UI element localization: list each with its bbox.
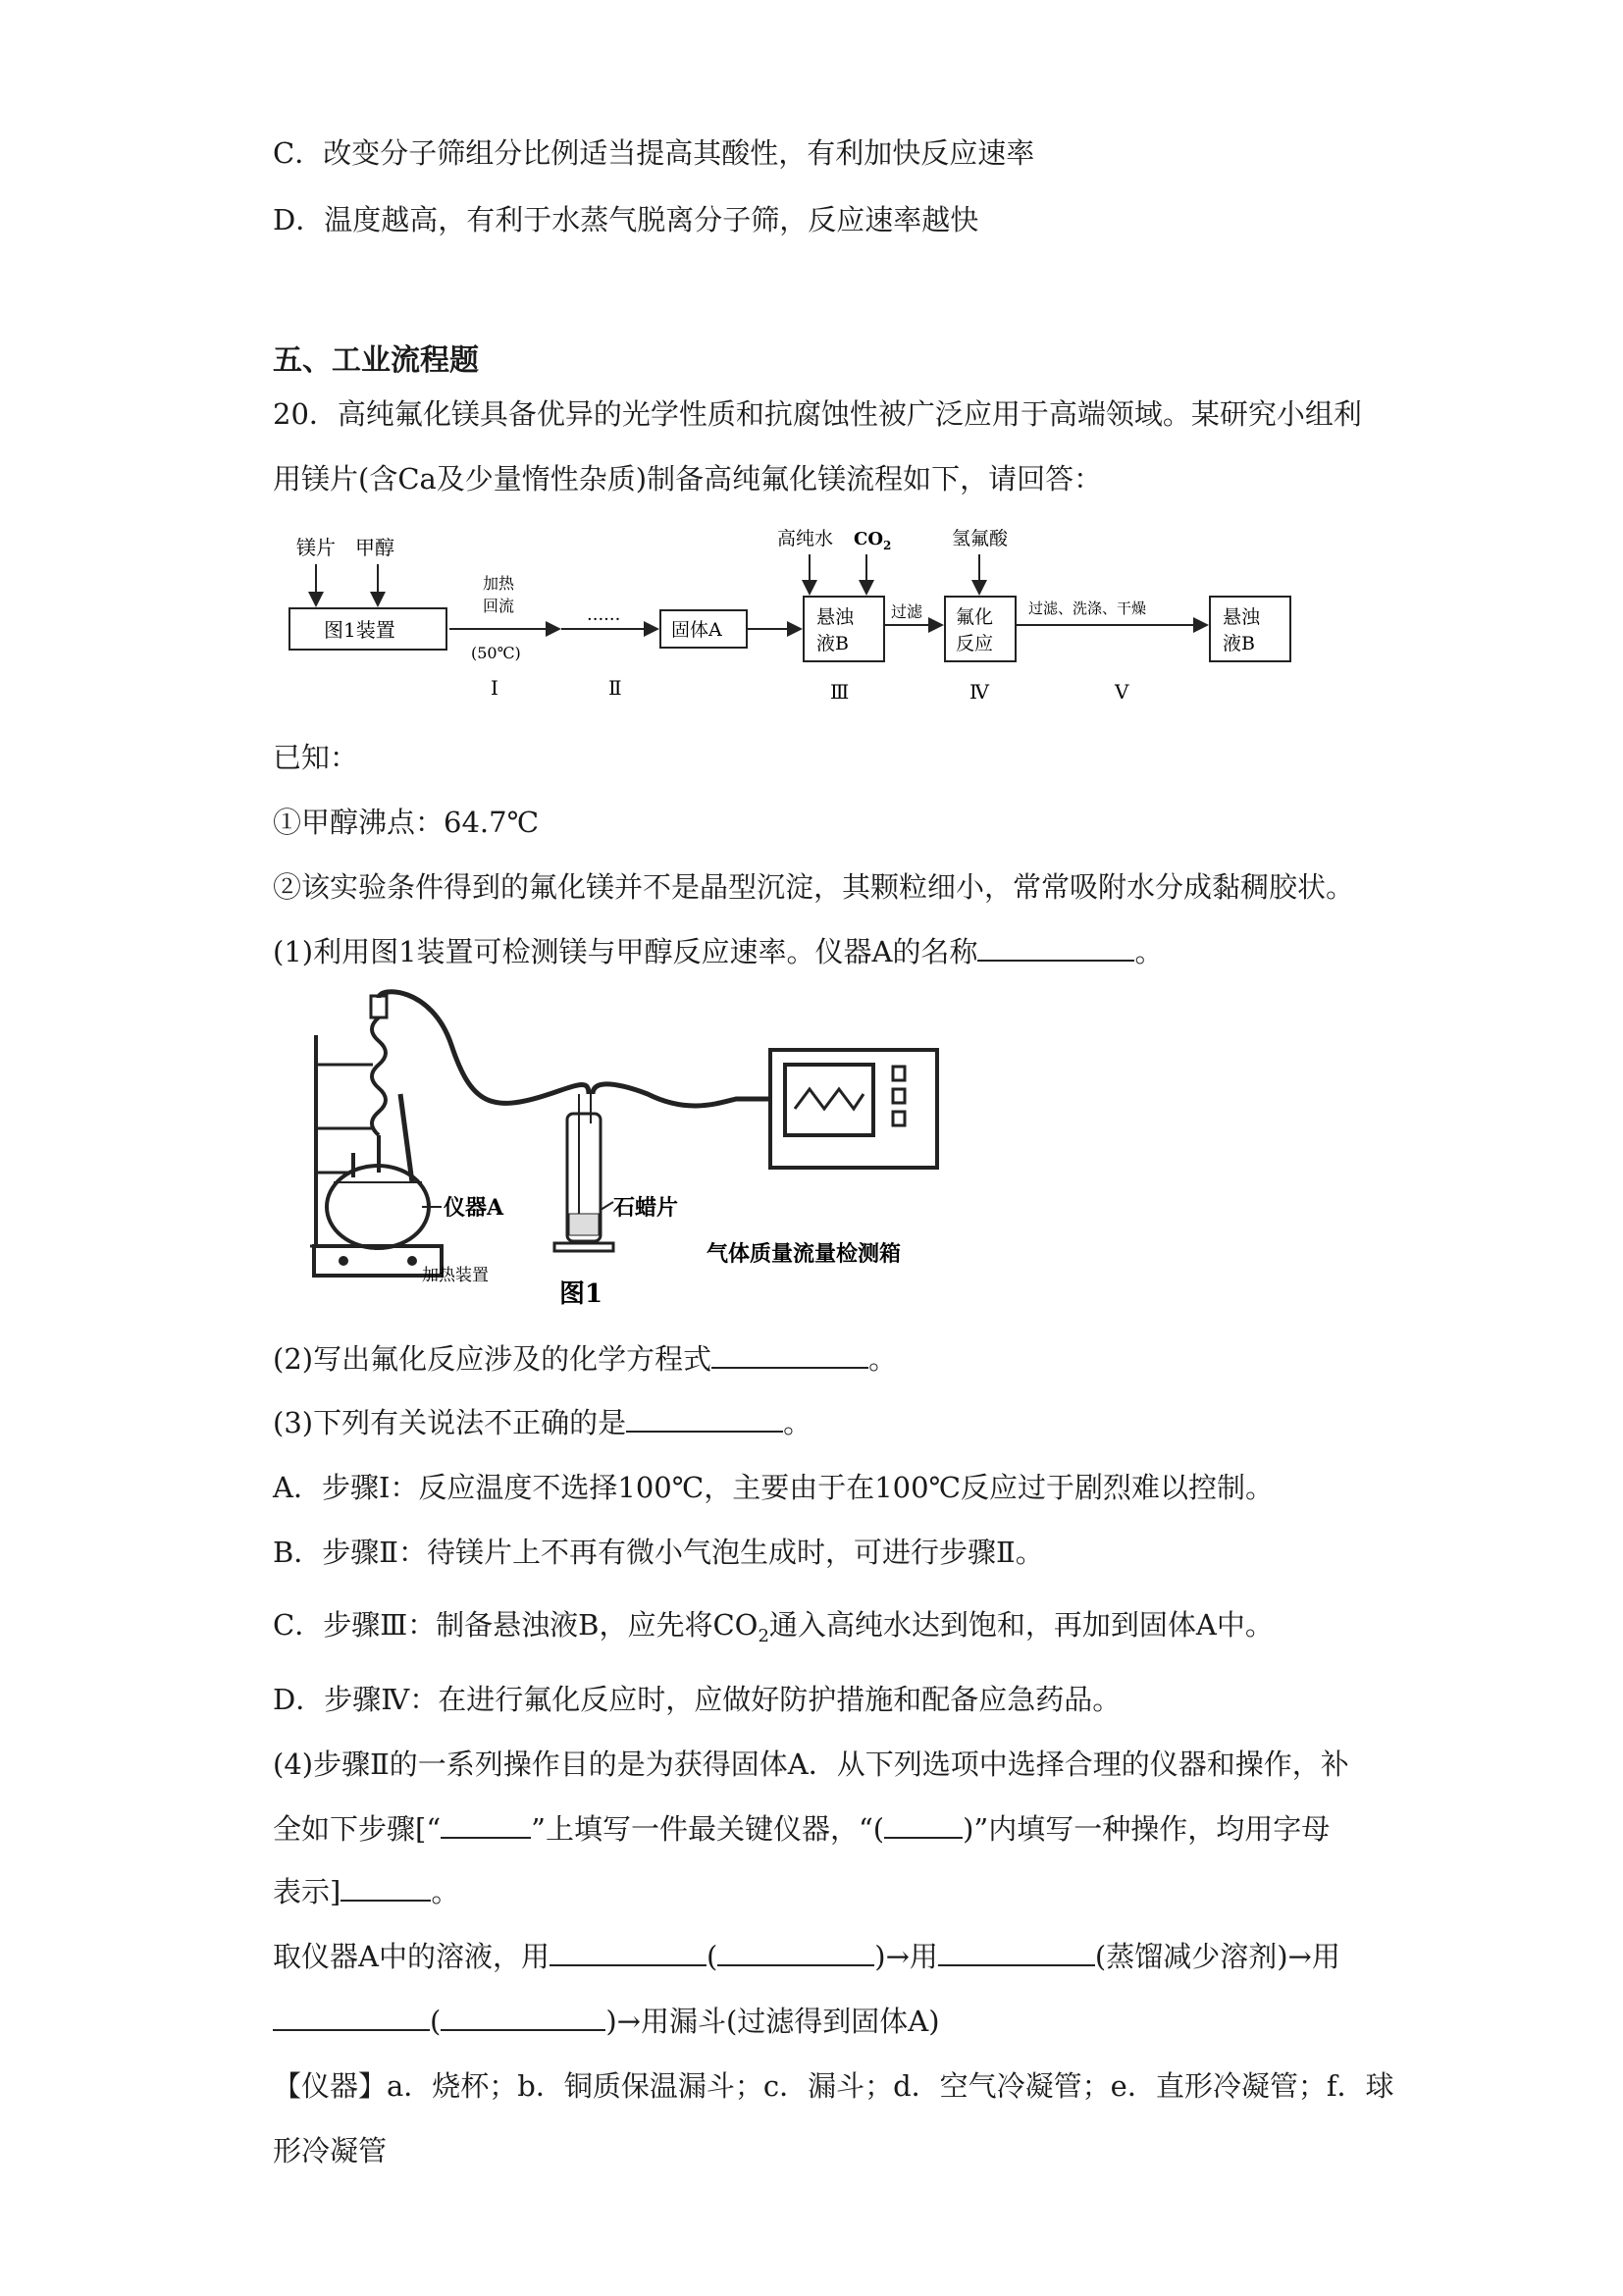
label-wax: 石蜡片 bbox=[613, 1195, 679, 1221]
flow-step1-temp: (50℃) bbox=[471, 644, 521, 662]
q4-instruments-line2: 形冷凝管 bbox=[273, 2134, 388, 2167]
flow-roman-4: Ⅳ bbox=[969, 680, 989, 704]
option-d: D．温度越高，有利于水蒸气脱离分子筛，反应速率越快 bbox=[273, 203, 979, 236]
known-2: ②该实验条件得到的氟化镁并不是晶型沉淀，其颗粒细小，常常吸附水分成黏稠胶状。 bbox=[273, 870, 1355, 904]
flow-dots: ······ bbox=[587, 609, 621, 630]
flow-box-solid-a-label: 固体A bbox=[671, 619, 722, 641]
flow-filter: 过滤 bbox=[891, 602, 923, 621]
flow-roman-2: Ⅱ bbox=[608, 676, 622, 700]
q20-intro-line1: 20．高纯氟化镁具备优异的光学性质和抗腐蚀性被广泛应用于高端领域。某研究小组利 bbox=[273, 397, 1362, 431]
flow-input-co2: $CO_2$ bbox=[854, 529, 892, 552]
figure-caption: 图1 bbox=[559, 1279, 603, 1309]
flow-step5-label: 过滤、洗涤、干燥 bbox=[1028, 600, 1147, 617]
blank-instrument-3[interactable] bbox=[273, 2004, 430, 2031]
option-c: C．改变分子筛组分比例适当提高其酸性，有利加快反应速率 bbox=[273, 136, 1035, 170]
blank-instrument-1[interactable] bbox=[550, 1939, 707, 1966]
question-3: (3)下列有关说法不正确的是 。 bbox=[273, 1406, 812, 1439]
q4-instruments-line1: 【仪器】a．烧杯；b．铜质保温漏斗；c．漏斗；d．空气冷凝管；e．直形冷凝管；f．球 bbox=[273, 2069, 1394, 2103]
answer-blank-3[interactable] bbox=[626, 1405, 783, 1433]
figure-1-apparatus bbox=[275, 986, 952, 1320]
flow-step1-reflux: 回流 bbox=[483, 597, 515, 615]
known-1: ①甲醇沸点：64.7℃ bbox=[273, 806, 540, 839]
signal-wave bbox=[795, 1089, 864, 1109]
q3-option-c: C．步骤Ⅲ：制备悬浊液B，应先将$CO_2$通入高纯水达到饱和，再加到固体A中。 bbox=[273, 1608, 1274, 1646]
q4-line2: 全如下步骤[“ ”上填写一件最关键仪器，“( )”内填写一种操作，均用字母 bbox=[273, 1812, 1331, 1846]
flow-box-apparatus-label: 图1装置 bbox=[324, 618, 395, 642]
label-heating: 加热装置 bbox=[422, 1266, 489, 1285]
gas-tubing-2 bbox=[593, 1084, 770, 1106]
question-1: (1)利用图1装置可检测镁与甲醇反应速率。仪器A的名称 。 bbox=[273, 935, 1164, 968]
process-flow-diagram bbox=[275, 515, 1315, 711]
flow-input-water: 高纯水 bbox=[777, 528, 834, 549]
reflux-condenser bbox=[372, 1018, 386, 1135]
question-2: (2)写出氟化反应涉及的化学方程式 。 bbox=[273, 1342, 898, 1376]
flow-box-susp-b1-a: 悬浊 bbox=[816, 606, 855, 628]
flow-box-susp-b1-b: 液B bbox=[816, 633, 849, 654]
flow-roman-5: Ⅴ bbox=[1115, 680, 1129, 704]
flow-input-methanol: 甲醇 bbox=[355, 536, 394, 559]
condenser-top bbox=[371, 996, 387, 1018]
flask-instrument-a bbox=[327, 1166, 429, 1248]
label-instrument-a: 仪器A bbox=[444, 1195, 504, 1221]
flow-box-fluor-a: 氟化 bbox=[956, 606, 994, 628]
q4-line4: 取仪器A中的溶液，用 ( )→用 (蒸馏减少溶剂)→用 bbox=[273, 1940, 1340, 1973]
q4-line3: 表示] 。 bbox=[273, 1875, 460, 1908]
blank-operation-1[interactable] bbox=[717, 1939, 874, 1966]
answer-blank-4[interactable] bbox=[340, 1874, 431, 1902]
q3-option-b: B．步骤Ⅱ：待镁片上不再有微小气泡生成时，可进行步骤Ⅱ。 bbox=[273, 1536, 1044, 1569]
q4-line5: ( )→用漏斗(过滤得到固体A) bbox=[273, 2002, 940, 2041]
flow-roman-3: Ⅲ bbox=[830, 680, 850, 704]
flow-box-susp-b2-a: 悬浊 bbox=[1223, 606, 1261, 628]
q4-line1: (4)步骤Ⅱ的一系列操作目的是为获得固体A．从下列选项中选择合理的仪器和操作，补 bbox=[273, 1748, 1349, 1781]
blank-operation-2[interactable] bbox=[441, 2004, 605, 2031]
q3-option-a: A．步骤Ⅰ：反应温度不选择100℃，主要由于在100℃反应过于剧烈难以控制。 bbox=[273, 1471, 1274, 1504]
flow-input-hf: 氢氟酸 bbox=[952, 528, 1009, 549]
answer-blank-2[interactable] bbox=[711, 1341, 868, 1369]
flow-step1-heat: 加热 bbox=[483, 574, 515, 593]
answer-blank-1[interactable] bbox=[977, 934, 1134, 962]
blank-instrument-2[interactable] bbox=[938, 1939, 1095, 1966]
flow-roman-1: Ⅰ bbox=[491, 676, 498, 700]
q3-option-d: D．步骤Ⅳ：在进行氟化反应时，应做好防护措施和配备应急药品。 bbox=[273, 1683, 1122, 1716]
label-detection-box: 气体质量流量检测箱 bbox=[707, 1241, 902, 1267]
flow-box-fluor-b: 反应 bbox=[956, 633, 994, 654]
flow-box-susp-b2-b: 液B bbox=[1223, 633, 1255, 654]
flow-input-mg: 镁片 bbox=[296, 536, 336, 559]
gas-tubing-1 bbox=[379, 992, 589, 1104]
section-title: 五、工业流程题 bbox=[273, 343, 479, 378]
known-title: 已知： bbox=[273, 741, 359, 774]
q20-intro-line2: 用镁片(含Ca及少量惰性杂质)制备高纯氟化镁流程如下，请回答： bbox=[273, 462, 1103, 496]
